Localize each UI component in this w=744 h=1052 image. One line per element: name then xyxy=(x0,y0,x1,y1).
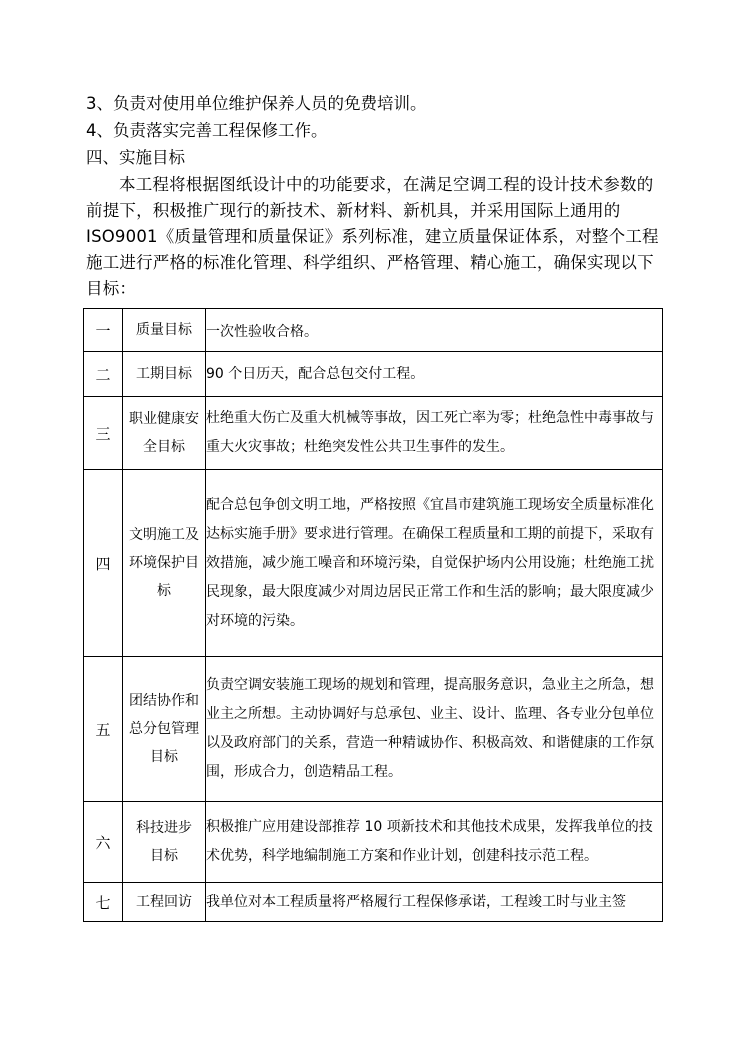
table-row xyxy=(84,352,663,397)
row-number: 一 xyxy=(84,309,123,352)
section-heading-goals: 四、实施目标 xyxy=(86,148,185,167)
row-number: 三 xyxy=(84,397,123,470)
goal-description: 90 个日历天，配合总包交付工程。 xyxy=(206,352,663,397)
row-number: 二 xyxy=(84,352,123,397)
goal-description: 我单位对本工程质量将严格履行工程保修承诺，工程竣工时与业主签 xyxy=(206,883,663,922)
goal-name: 工期目标 xyxy=(123,352,206,397)
goal-description: 积极推广应用建设部推荐 10 项新技术和其他技术成果，发挥我单位的技术优势，科学地编制施工方案和作业计划，创建科技示范工程。 xyxy=(206,802,663,883)
row-number: 六 xyxy=(84,802,123,883)
row-number: 七 xyxy=(84,883,123,922)
goal-description: 杜绝重大伤亡及重大机械等事故，因工死亡率为零；杜绝急性中毒事故与重大火灾事故；杜绝突发性公共卫生事件的发生。 xyxy=(206,397,663,470)
goal-name: 科技进步目标 xyxy=(123,802,206,883)
table-row xyxy=(84,657,663,802)
goals-table xyxy=(83,308,663,922)
row-number: 五 xyxy=(84,657,123,802)
goal-name: 工程回访 xyxy=(123,883,206,922)
goal-name: 文明施工及环境保护目标 xyxy=(123,470,206,657)
paragraph-intro: 本工程将根据图纸设计中的功能要求，在满足空调工程的设计技术参数的前提下，积极推广现行的新技术、新材料、新机具，并采用国际上通用的 ISO9001《质量管理和质量保证》系列标准，建立质量保证体系，对整个工程施工进行严格的标准化管理、科学组织、严格管理、精心施工，确保实现以下目标： xyxy=(86,175,659,298)
goal-name: 质量目标 xyxy=(123,309,206,352)
paragraph-warranty: 4、负责落实完善工程保修工作。 xyxy=(86,121,328,140)
table-row xyxy=(84,309,663,352)
goal-description: 一次性验收合格。 xyxy=(206,309,663,352)
goal-name: 职业健康安全目标 xyxy=(123,397,206,470)
table-row xyxy=(84,397,663,470)
table-row xyxy=(84,802,663,883)
table-row xyxy=(84,470,663,657)
row-number: 四 xyxy=(84,470,123,657)
goal-description: 负责空调安装施工现场的规划和管理，提高服务意识，急业主之所急，想业主之所想。主动协调好与总承包、业主、设计、监理、各专业分包单位以及政府部门的关系，营造一种精诚协作、积极高效、和谐健康的工作氛围，形成合力，创造精品工程。 xyxy=(206,657,663,802)
table-row xyxy=(84,883,663,922)
goal-description: 配合总包争创文明工地，严格按照《宜昌市建筑施工现场安全质量标准化达标实施手册》要求进行管理。在确保工程质量和工期的前提下，采取有效措施，减少施工噪音和环境污染，自觉保护场内公用设施；杜绝施工扰民现象，最大限度减少对周边居民正常工作和生活的影响；最大限度减少对环境的污染。 xyxy=(206,470,663,657)
paragraph-training: 3、负责对使用单位维护保养人员的免费培训。 xyxy=(86,94,427,113)
goal-name: 团结协作和总分包管理目标 xyxy=(123,657,206,802)
